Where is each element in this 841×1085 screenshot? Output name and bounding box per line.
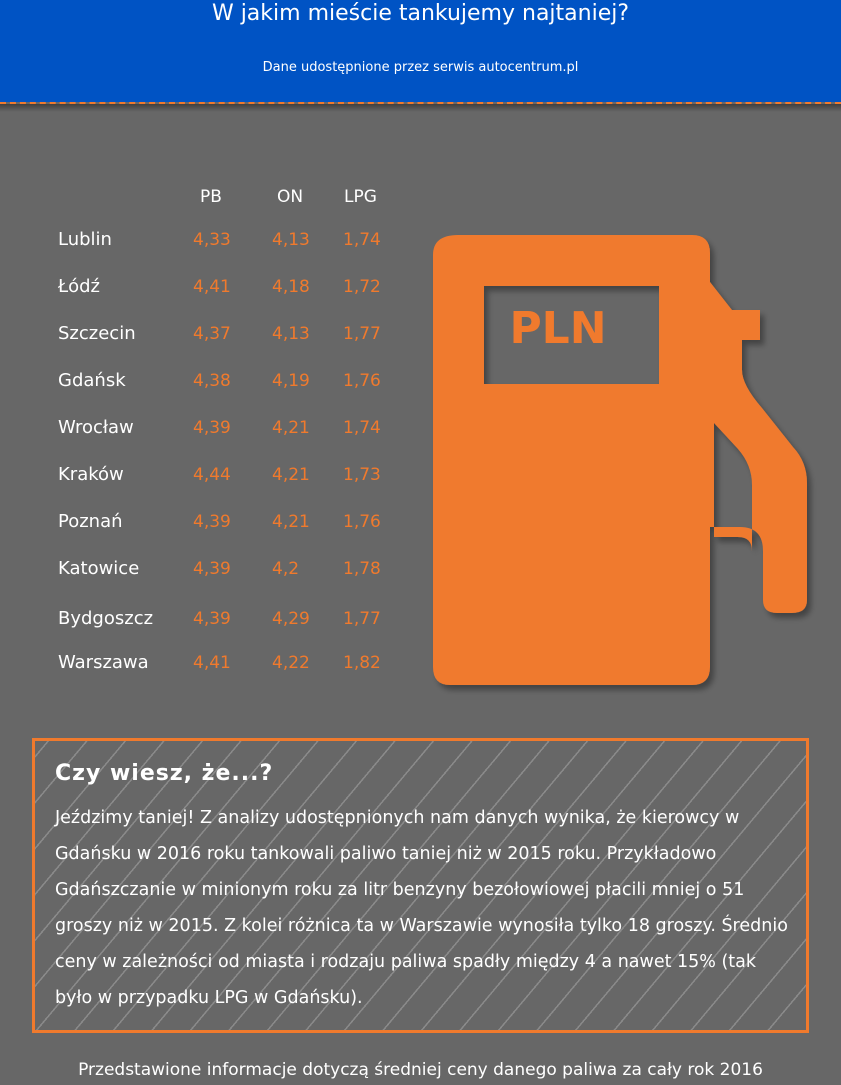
shadow-band [0,104,841,112]
price-lpg: 1,82 [343,653,381,673]
city-name: Kraków [58,464,124,485]
price-pb: 4,39 [193,512,231,532]
price-on: 4,13 [272,230,310,250]
table-row [0,460,420,490]
price-lpg: 1,73 [343,465,381,485]
price-lpg: 1,74 [343,418,381,438]
city-name: Łódź [58,276,101,297]
price-pb: 4,39 [193,418,231,438]
header [0,0,841,102]
footer-note: Przedstawione informacje dotyczą średniej ceny danego paliwa za cały rok 2016 [78,1060,763,1080]
info-text: Jeździmy taniej! Z analizy udostępnionych nam danych wynika, że kierowcy w Gdańsku w 2016 roku tankowali paliwo taniej niż w 2015 roku. Przykładowo Gdańszczanie w minionym roku za litr benzyny bezołowiowej płacili mniej o 51 groszy niż w 2015. Z kolei różnica ta w Warszawie wynosiła tylko 18 groszy. Średnio ceny w zależności od miasta i rodzaju paliwa spadły między 4 a nawet 15% (tak było w przypadku LPG w Gdańsku). [55,808,788,1008]
column-header-on: ON [277,187,304,207]
column-header-pb: PB [200,187,222,207]
price-on: 4,18 [272,277,310,297]
price-lpg: 1,78 [343,559,381,579]
price-on: 4,19 [272,371,310,391]
price-on: 4,13 [272,324,310,344]
city-name: Bydgoszcz [58,608,154,629]
price-pb: 4,33 [193,230,231,250]
table-row [0,604,420,634]
price-on: 4,22 [272,653,310,673]
price-pb: 4,39 [193,609,231,629]
price-on: 4,21 [272,418,310,438]
price-pb: 4,39 [193,559,231,579]
table-row [0,272,420,302]
info-title: Czy wiesz, że...? [55,761,274,786]
page-title: W jakim mieście tankujemy najtaniej? [211,1,630,26]
table-row [0,413,420,443]
pump-display-label: PLN [509,303,607,354]
price-lpg: 1,77 [343,609,381,629]
table-row [0,507,420,537]
city-name: Warszawa [58,652,149,673]
price-pb: 4,44 [193,465,231,485]
price-pb: 4,37 [193,324,231,344]
column-header-lpg: LPG [344,187,377,207]
city-name: Lublin [58,229,112,250]
city-name: Katowice [58,558,140,579]
price-lpg: 1,76 [343,512,381,532]
price-lpg: 1,76 [343,371,381,391]
price-on: 4,2 [272,559,300,579]
price-on: 4,21 [272,465,310,485]
city-name: Poznań [58,511,123,532]
price-lpg: 1,77 [343,324,381,344]
price-on: 4,29 [272,609,310,629]
price-pb: 4,41 [193,277,231,297]
table-row [0,225,420,255]
info-box [32,738,809,1033]
price-lpg: 1,74 [343,230,381,250]
table-row [0,319,420,349]
price-pb: 4,38 [193,371,231,391]
price-lpg: 1,72 [343,277,381,297]
city-name: Szczecin [58,323,136,344]
price-on: 4,21 [272,512,310,532]
table-row [0,648,420,678]
price-pb: 4,41 [193,653,231,673]
fuel-pump-icon [420,225,820,695]
city-name: Gdańsk [58,370,126,391]
city-name: Wrocław [58,417,134,438]
page-subtitle: Dane udostępnione przez serwis autocentrum.pl [262,60,579,75]
table-row [0,554,420,584]
table-row [0,366,420,396]
